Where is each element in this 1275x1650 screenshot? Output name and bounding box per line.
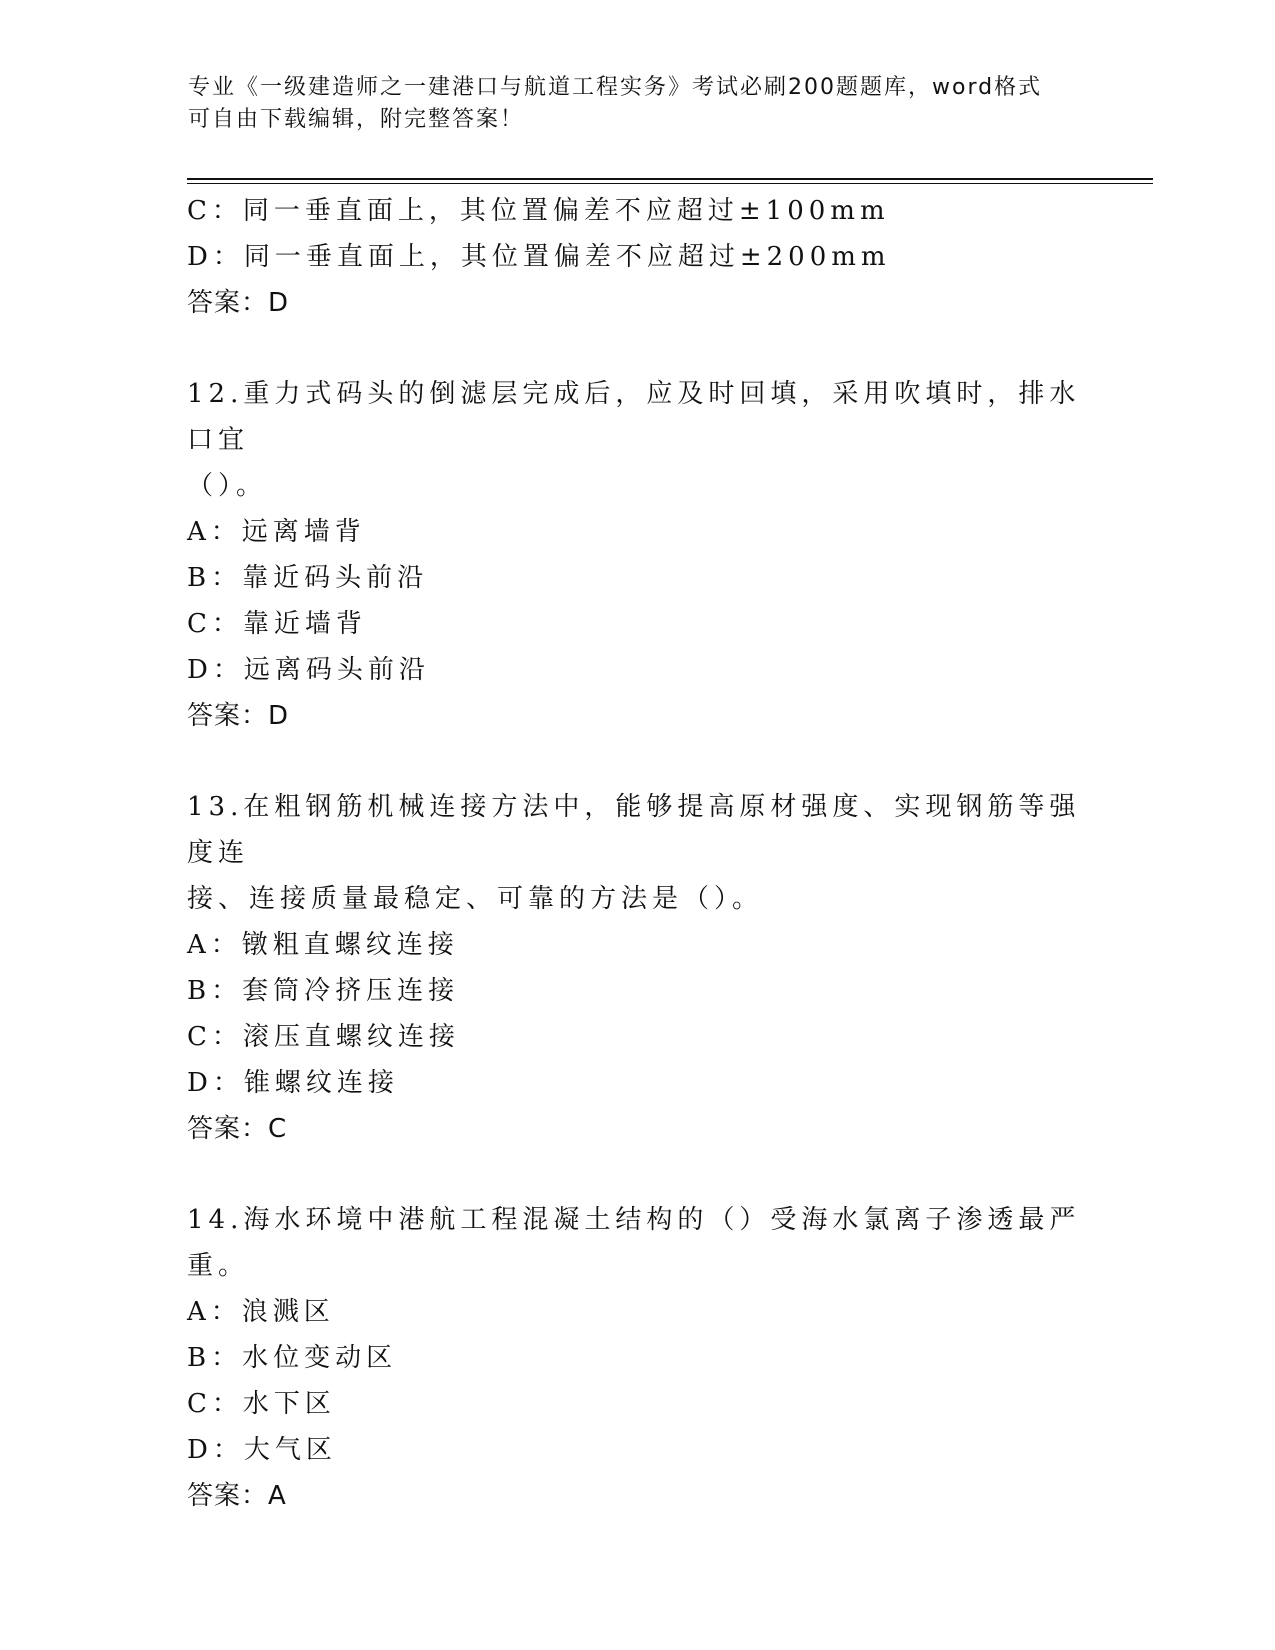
option-d: D：同一垂直面上，其位置偏差不应超过±200mm: [187, 242, 891, 272]
question-stem-line-1: 13.在粗钢筋机械连接方法中，能够提高原材强度、实现钢筋等强度连: [187, 792, 1081, 868]
question-14: [187, 1197, 1087, 1519]
option-d: D：大气区: [187, 1435, 337, 1465]
option-b: B：水位变动区: [187, 1343, 398, 1373]
option-c: C：同一垂直面上，其位置偏差不应超过±100mm: [187, 196, 890, 226]
header-line-1: 专业《一级建造师之一建港口与航道工程实务》考试必刷200题题库，word格式: [188, 75, 1043, 100]
option-b: B：套筒冷挤压连接: [187, 976, 460, 1006]
option-c: C：靠近墙背: [187, 609, 367, 639]
question-stem-line-1: 14.海水环境中港航工程混凝土结构的（）受海水氯离子渗透最严重。: [187, 1205, 1081, 1281]
question-12: [187, 371, 1087, 739]
spacer: [187, 739, 1087, 784]
option-d: D：锥螺纹连接: [187, 1068, 399, 1098]
header-divider-thin: [187, 183, 1153, 184]
question-stem-line-2: （）。: [187, 471, 268, 501]
document-header: [188, 72, 1088, 136]
question-stem-line-1: 12.重力式码头的倒滤层完成后，应及时回填，采用吹填时，排水口宜: [187, 379, 1081, 455]
option-a: A：远离墙背: [187, 517, 366, 547]
spacer: [187, 1152, 1087, 1197]
header-line-2: 可自由下载编辑，附完整答案！: [188, 107, 525, 132]
answer-line: 答案：D: [187, 288, 290, 318]
answer-line: 答案：C: [187, 1114, 288, 1144]
header-divider-thick: [187, 178, 1153, 180]
option-d: D：远离码头前沿: [187, 655, 430, 685]
option-b: B：靠近码头前沿: [187, 563, 429, 593]
question-13: [187, 784, 1087, 1152]
answer-line: 答案：D: [187, 701, 290, 731]
spacer: [187, 326, 1087, 371]
option-a: A：浪溅区: [187, 1297, 335, 1327]
option-c: C：滚压直螺纹连接: [187, 1022, 460, 1052]
question-stem-line-2: 接、连接质量最稳定、可靠的方法是（）。: [187, 884, 764, 914]
option-a: A：镦粗直螺纹连接: [187, 930, 459, 960]
question-11-tail: [187, 188, 1087, 326]
answer-line: 答案：A: [187, 1481, 287, 1511]
question-content: [187, 188, 1087, 1519]
option-c: C：水下区: [187, 1389, 336, 1419]
